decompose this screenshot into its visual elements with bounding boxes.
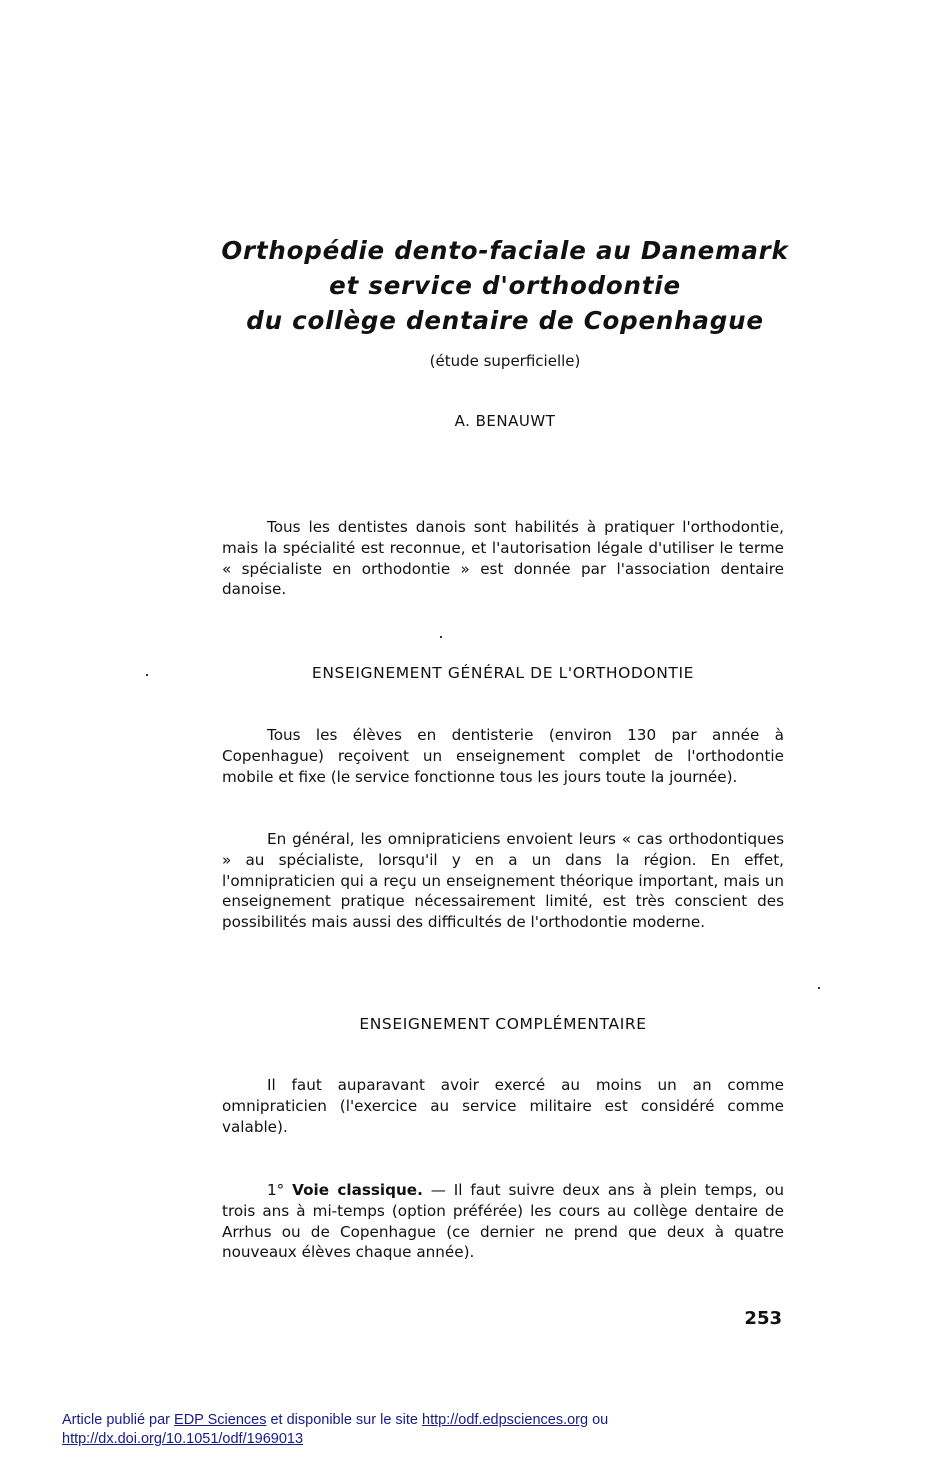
title-line-3: du collège dentaire de Copenhague (246, 306, 764, 335)
section1-paragraph-2: En général, les omnipraticiens envoient leurs « cas orthodontiques » au spécialiste, lorsqu'il y en a un dans la région. En effet, l'omnipraticien qui a reçu un enseignement théorique important, mais un enseignement pratique nécessairement limité, est très conscient des possibilités mais aussi des difficultés de l'orthodontie moderne. (222, 830, 784, 932)
scan-speck (818, 987, 820, 989)
title-line-1: Orthopédie dento-faciale au Danemark (221, 236, 789, 265)
section1-paragraph-1: Tous les élèves en dentisterie (environ 130 par année à Copenhague) reçoivent un enseignement complet de l'orthodontie mobile et fixe (le service fonctionne tous les jours toute la journée). (222, 726, 784, 786)
section-heading-general: ENSEIGNEMENT GÉNÉRAL DE L'ORTHODONTIE (311, 664, 695, 682)
publication-footer (62, 1411, 882, 1449)
footer-suffix: ou (588, 1412, 609, 1428)
list-item-number: 1° (267, 1181, 285, 1199)
doi-link[interactable]: http://dx.doi.org/10.1051/odf/1969013 (62, 1431, 304, 1447)
section2-list-item-1 (222, 1180, 784, 1263)
list-item-label: Voie classique. (292, 1181, 423, 1199)
list-item-text: — Il faut suivre deux ans à plein temps, ou trois ans à mi-temps (option préférée) les cours au collège dentaire de Arrhus ou de Copenhague (ce dernier ne prend que deux à quatre nouveaux élèves chaque année). (222, 1181, 784, 1262)
article-title (200, 233, 810, 338)
site-link[interactable]: http://odf.edpsciences.org (422, 1412, 589, 1428)
scan-speck (440, 636, 442, 638)
scan-speck (146, 674, 148, 676)
section2-paragraph-1: Il faut auparavant avoir exercé au moins un an comme omnipraticien (l'exercice au service militaire est considéré comme valable). (222, 1076, 784, 1136)
intro-paragraph: Tous les dentistes danois sont habilités à pratiquer l'orthodontie, mais la spécialité est reconnue, et l'autorisation légale d'utiliser le terme « spécialiste en orthodontie » est donnée par l'association dentaire danoise. (222, 518, 784, 599)
publisher-link[interactable]: EDP Sciences (174, 1412, 267, 1428)
title-line-2: et service d'orthodontie (329, 271, 681, 300)
page-number: 253 (744, 1308, 782, 1329)
section-heading-complementary: ENSEIGNEMENT COMPLÉMENTAIRE (359, 1015, 647, 1033)
author-name: A. BENAUWT (454, 412, 556, 430)
footer-middle: et disponible sur le site (266, 1412, 423, 1428)
footer-prefix: Article publié par (62, 1412, 175, 1428)
article-subtitle: (étude superficielle) (429, 352, 581, 370)
